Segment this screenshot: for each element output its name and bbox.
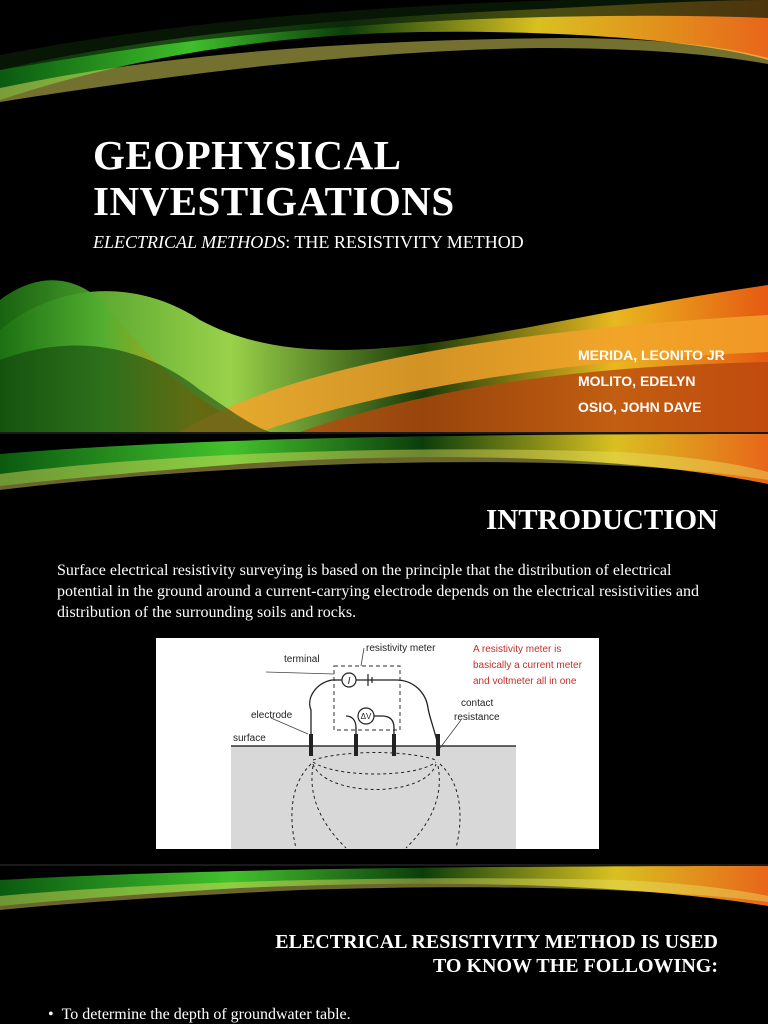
label-resistivity-meter: resistivity meter [366,643,436,654]
note-line-2: basically a current meter [473,660,582,671]
author: MERIDA, LEONITO JR [578,347,725,363]
title-slide [0,0,768,432]
swoosh-decoration [0,434,768,504]
title-line-2: INVESTIGATIONS [93,178,455,224]
author: OSIO, JOHN DAVE [578,399,702,415]
slide-subtitle [93,232,524,253]
introduction-slide [0,434,768,864]
label-electrode: electrode [251,710,293,721]
label-resistance: resistance [454,712,500,723]
slide-title [275,930,718,978]
resistivity-diagram [156,638,599,849]
note-line-3: and voltmeter all in one [473,676,577,687]
subtitle-italic: ELECTRICAL METHODS [93,232,286,252]
voltage-symbol: ΔV [360,712,372,721]
bullet-list [48,1006,351,1024]
note-line-1: A resistivity meter is [473,644,562,655]
author: MOLITO, EDELYN [578,373,696,389]
slide-title: INTRODUCTION [485,504,718,536]
label-contact: contact [461,698,494,709]
label-terminal: terminal [284,654,320,665]
author-list [578,342,725,420]
swoosh-decoration [0,866,768,916]
uses-slide [0,866,768,1024]
title-line-2: TO KNOW THE FOLLOWING: [432,955,718,977]
list-item: • To determine the depth of groundwater table. [48,1006,351,1024]
title-line-1: GEOPHYSICAL [93,132,402,178]
electrode-rod [436,734,440,756]
label-surface: surface [233,733,266,744]
title-line-1: ELECTRICAL RESISTIVITY METHOD IS USED [275,931,718,953]
body-text: Surface electrical resistivity surveying is based on the principle that the distribution of electrical potential in the ground around a current-carrying electrode depends on the electrical resistivities and distribution of the surrounding soils and rocks. [57,562,699,621]
electrode-rod [309,734,313,756]
ground-region [231,746,516,849]
subtitle-rest: : THE RESISTIVITY METHOD [285,232,524,252]
current-symbol: I [347,676,351,687]
slide-title [93,132,455,224]
